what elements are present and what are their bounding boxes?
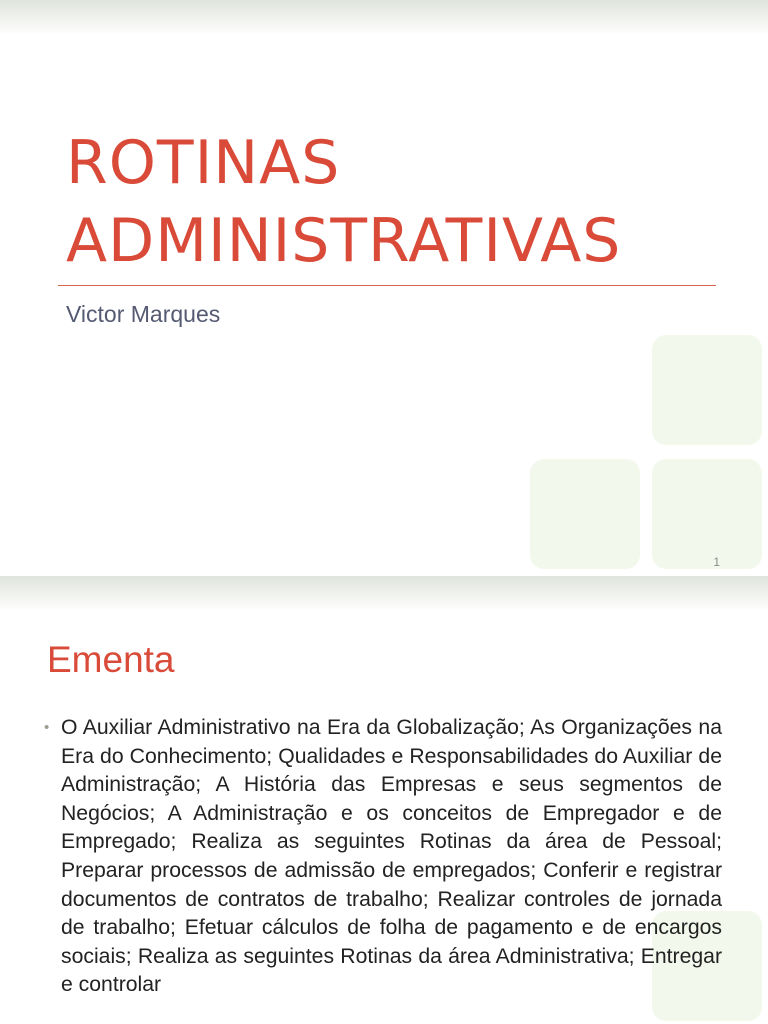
bullet-list [44, 714, 722, 1000]
slide-top-band [0, 0, 768, 36]
decorative-square [652, 459, 762, 569]
bullet-icon: • [44, 719, 50, 736]
decorative-square [530, 459, 640, 569]
author-name: Victor Marques [66, 301, 221, 327]
slide-number: 1 [713, 555, 720, 569]
ementa-slide [0, 576, 768, 1024]
slide-title-line-2: ADMINISTRATIVAS [66, 206, 622, 276]
slide-title-line-1: ROTINAS [66, 128, 341, 198]
bullet-item [44, 714, 722, 1000]
title-divider [58, 285, 716, 286]
slide-top-band [0, 576, 768, 612]
slide-title [66, 124, 621, 280]
bullet-text: O Auxiliar Administrativo na Era da Globalização; As Organizações na Era do Conhecimento; Qualidades e Responsabilidades do Auxiliar de Administração; A História das Empresas e seus segmentos de Negócios; A Administração e os conceitos de Empregador e de Empregado; Realiza as seguintes Rotinas da área de Pessoal; Preparar processos de admissão de empregados; Conferir e registrar documentos de contratos de trabalho; Realizar controles de jornada de trabalho; Efetuar cálculos de folha de pagamento e de encargos sociais; Realiza as seguintes Rotinas da área Administrativa; Entregar e controlar [61, 716, 722, 997]
decorative-square [652, 335, 762, 445]
slide-heading: Ementa [47, 639, 175, 680]
